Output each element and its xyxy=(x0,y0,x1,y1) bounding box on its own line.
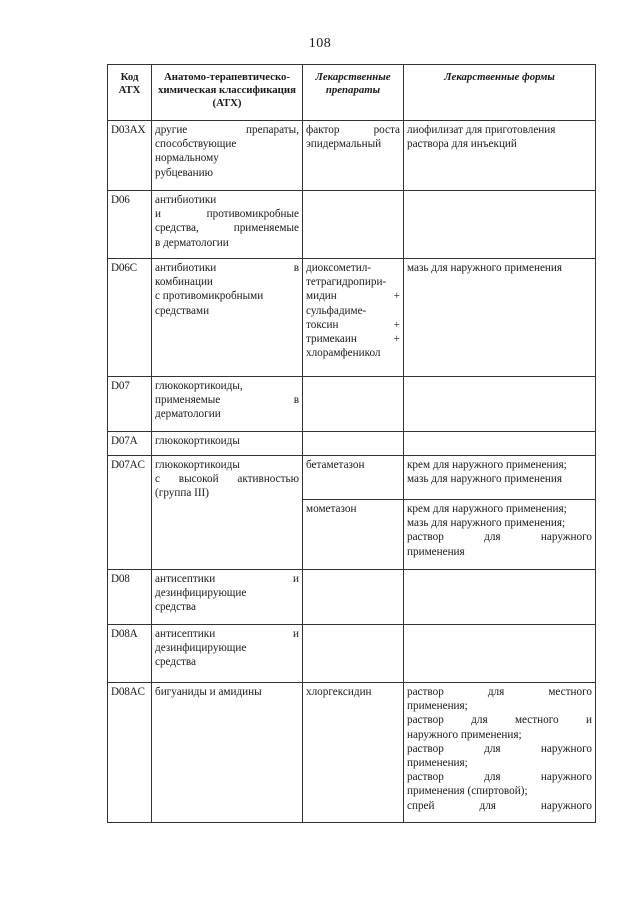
text-line: крем для наружного применения; xyxy=(407,503,567,515)
atx-classification xyxy=(152,377,303,432)
text-line: антибиотики в xyxy=(155,262,299,274)
drug-form xyxy=(404,570,596,625)
atx-classification xyxy=(152,625,303,683)
header-drugs: Лекарственные препараты xyxy=(303,65,404,121)
text-line: раствор для наружного xyxy=(407,771,592,784)
drug-name xyxy=(303,625,404,683)
text-line: в дерматологии xyxy=(155,236,229,249)
table-row-d08a xyxy=(108,625,596,683)
text-line: мазь для наружного применения; xyxy=(407,517,566,530)
atx-code: D08AC xyxy=(108,683,152,823)
text-line: глюкокортикоиды xyxy=(155,459,240,471)
text-line: с противомикробными xyxy=(155,290,264,303)
text-line: глюкокортикоиды xyxy=(155,435,240,447)
text-line: раствор для местного xyxy=(407,686,592,698)
text-line: рубцеванию xyxy=(155,166,213,179)
drug-form xyxy=(404,456,596,500)
text-line: применения; xyxy=(407,700,468,713)
text-line: эпидермальный xyxy=(306,138,382,151)
atx-classification xyxy=(152,570,303,625)
atx-code: D07AC xyxy=(108,456,152,570)
text-line: средства xyxy=(155,656,197,669)
atx-classification xyxy=(152,259,303,377)
text-line: с высокой активностью xyxy=(155,473,299,486)
text-line: лиофилизат для приготовления xyxy=(407,124,556,136)
atx-code: D08A xyxy=(108,625,152,683)
table-row-d07ac xyxy=(108,456,596,500)
text-line: сульфадиме- xyxy=(306,304,367,317)
drug-form xyxy=(404,432,596,456)
drug-name xyxy=(303,377,404,432)
text-line: бетаметазон xyxy=(306,459,365,471)
drug-name xyxy=(303,432,404,456)
atx-code: D07A xyxy=(108,432,152,456)
text-line: фактор роста xyxy=(306,124,400,136)
table-row-d07a xyxy=(108,432,596,456)
text-line: другие препараты, xyxy=(155,124,299,136)
atx-code: D06 xyxy=(108,191,152,259)
header-classification: Анатомо-терапевтическо-химическая классификация (АТХ) xyxy=(152,65,303,121)
atx-code: D07 xyxy=(108,377,152,432)
text-line: раствор для наружного xyxy=(407,531,592,544)
drug-form xyxy=(404,121,596,191)
text-line: применения; xyxy=(407,757,468,770)
text-line: средства, применяемые xyxy=(155,222,299,235)
drug-form xyxy=(404,191,596,259)
table-row-d03ax xyxy=(108,121,596,191)
table-row-d08ac xyxy=(108,683,596,823)
drug-name xyxy=(303,683,404,823)
text-line: раствор для местного и xyxy=(407,714,592,727)
drug-form xyxy=(404,259,596,377)
text-line: диоксометил- xyxy=(306,262,372,274)
text-line: хлоргексидин xyxy=(306,686,372,698)
drug-name xyxy=(303,456,404,500)
atx-classification xyxy=(152,456,303,570)
text-line: применения xyxy=(407,545,465,558)
text-line: раствора для инъекций xyxy=(407,138,517,151)
text-line: тетрагидропири- xyxy=(306,276,387,289)
text-line: дерматологии xyxy=(155,408,221,421)
header-code: Код АТХ xyxy=(108,65,152,121)
header-forms: Лекарственные формы xyxy=(404,65,596,121)
text-line: и противомикробные xyxy=(155,208,299,221)
text-line: средства xyxy=(155,601,197,614)
atx-table xyxy=(107,64,596,823)
text-line: наружного применения; xyxy=(407,728,522,741)
drug-name xyxy=(303,500,404,570)
drug-name xyxy=(303,191,404,259)
table-header-row xyxy=(108,65,596,121)
text-line: антибиотики xyxy=(155,194,217,206)
atx-code: D03AX xyxy=(108,121,152,191)
atx-code: D06C xyxy=(108,259,152,377)
atx-classification xyxy=(152,121,303,191)
text-line: комбинации xyxy=(155,276,213,289)
atx-classification xyxy=(152,683,303,823)
text-line: антисептики и xyxy=(155,628,299,640)
text-line: применяемые в xyxy=(155,394,299,407)
atx-code: D08 xyxy=(108,570,152,625)
text-line: мазь для наружного применения xyxy=(407,262,563,274)
drug-name xyxy=(303,121,404,191)
text-line: бигуаниды и амидины xyxy=(155,686,262,698)
drug-form xyxy=(404,683,596,823)
text-line: применения (спиртовой); xyxy=(407,785,528,798)
drug-name xyxy=(303,570,404,625)
text-line: дезинфицирующие xyxy=(155,587,247,600)
text-line: крем для наружного применения; xyxy=(407,459,567,471)
text-line: токсин + xyxy=(306,318,400,331)
text-line: антисептики и xyxy=(155,573,299,585)
atx-classification xyxy=(152,191,303,259)
drug-name xyxy=(303,259,404,377)
table-row-d08 xyxy=(108,570,596,625)
text-line: мометазон xyxy=(306,503,357,515)
atx-classification xyxy=(152,432,303,456)
text-line: мазь для наружного применения xyxy=(407,473,563,486)
table-row-d06 xyxy=(108,191,596,259)
text-line: глюкокортикоиды, xyxy=(155,380,243,392)
table-row-d07 xyxy=(108,377,596,432)
drug-form xyxy=(404,500,596,570)
page-number: 108 xyxy=(308,36,332,51)
text-line: (группа III) xyxy=(155,487,209,500)
text-line: средствами xyxy=(155,304,210,317)
text-line: дезинфицирующие xyxy=(155,642,247,655)
text-line: способствующие xyxy=(155,138,237,151)
table-row-d06c xyxy=(108,259,596,377)
text-line: раствор для наружного xyxy=(407,742,592,755)
text-line: мидин + xyxy=(306,290,400,303)
text-line: тримекаин + xyxy=(306,333,400,346)
text-line: хлорамфеникол xyxy=(306,347,381,360)
text-line: нормальному xyxy=(155,152,219,165)
drug-form xyxy=(404,625,596,683)
drug-form xyxy=(404,377,596,432)
text-line: спрей для наружного xyxy=(407,799,592,812)
